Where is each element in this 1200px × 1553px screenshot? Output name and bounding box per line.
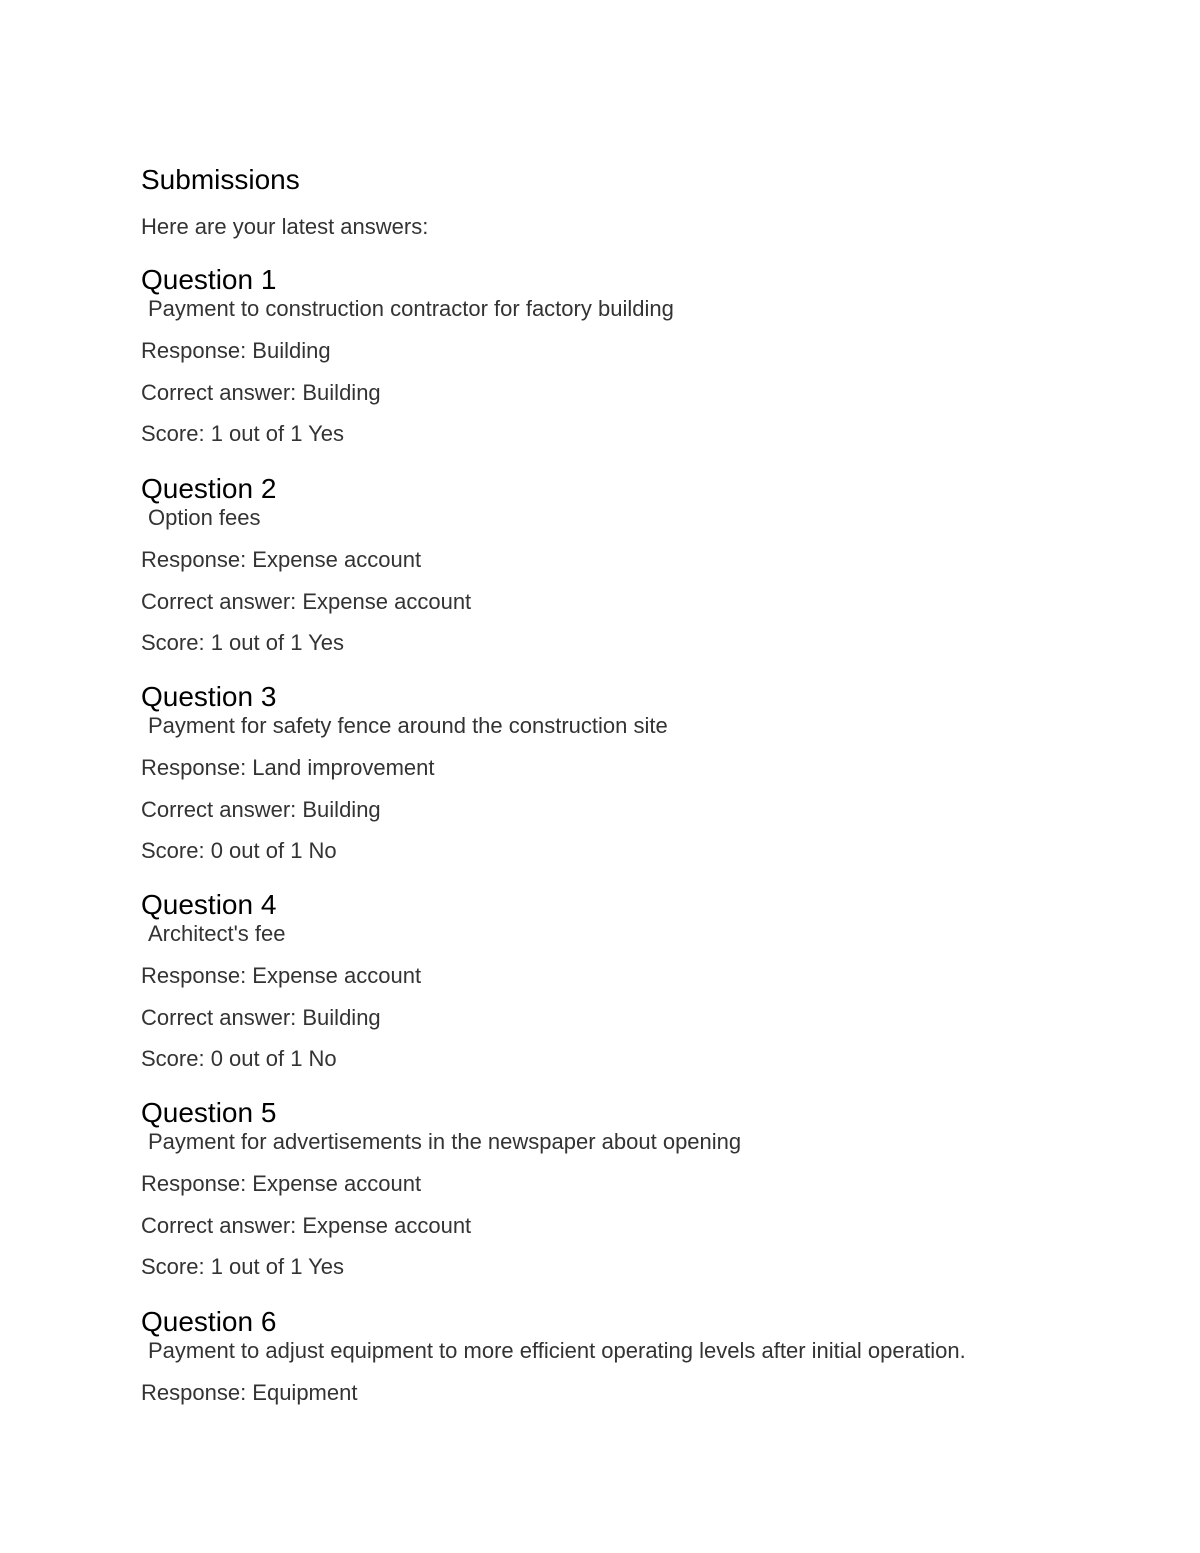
question-heading: Question 6: [141, 1306, 277, 1337]
question-5: [141, 1096, 1141, 1296]
question-3: [141, 680, 1141, 880]
question-heading: Question 3: [141, 681, 277, 712]
question-heading: Question 2: [141, 473, 277, 504]
correct-answer-text: Correct answer: Building: [141, 797, 381, 822]
score-text: Score: 0 out of 1 No: [141, 838, 337, 863]
response-text: Response: Building: [141, 338, 331, 363]
question-heading: Question 4: [141, 889, 277, 920]
response-text: Response: Land improvement: [141, 755, 435, 780]
score-text: Score: 1 out of 1 Yes: [141, 421, 345, 446]
correct-answer-text: Correct answer: Expense account: [141, 1213, 472, 1238]
question-2: [141, 472, 1141, 672]
page-title: Submissions: [141, 164, 300, 195]
question-prompt: Option fees: [148, 505, 261, 530]
question-prompt: Payment to construction contractor for factory building: [148, 296, 674, 321]
response-text: Response: Expense account: [141, 547, 422, 572]
correct-answer-text: Correct answer: Building: [141, 1005, 381, 1030]
question-prompt: Payment to adjust equipment to more efficient operating levels after initial operation.: [148, 1338, 966, 1363]
response-text: Response: Equipment: [141, 1380, 358, 1405]
score-text: Score: 1 out of 1 Yes: [141, 1254, 345, 1279]
question-1: [141, 263, 1141, 463]
question-4: [141, 888, 1141, 1088]
question-heading: Question 5: [141, 1097, 277, 1128]
question-6: [141, 1305, 1141, 1505]
score-text: Score: 1 out of 1 Yes: [141, 630, 345, 655]
intro-text: Here are your latest answers:: [141, 214, 429, 239]
response-text: Response: Expense account: [141, 1171, 422, 1196]
question-prompt: Payment for advertisements in the newspaper about opening: [148, 1129, 742, 1154]
question-prompt: Architect's fee: [148, 921, 286, 946]
score-text: Score: 0 out of 1 No: [141, 1046, 337, 1071]
response-text: Response: Expense account: [141, 963, 422, 988]
correct-answer-text: Correct answer: Expense account: [141, 589, 472, 614]
question-heading: Question 1: [141, 264, 277, 295]
question-prompt: Payment for safety fence around the construction site: [148, 713, 668, 738]
correct-answer-text: Correct answer: Building: [141, 380, 381, 405]
